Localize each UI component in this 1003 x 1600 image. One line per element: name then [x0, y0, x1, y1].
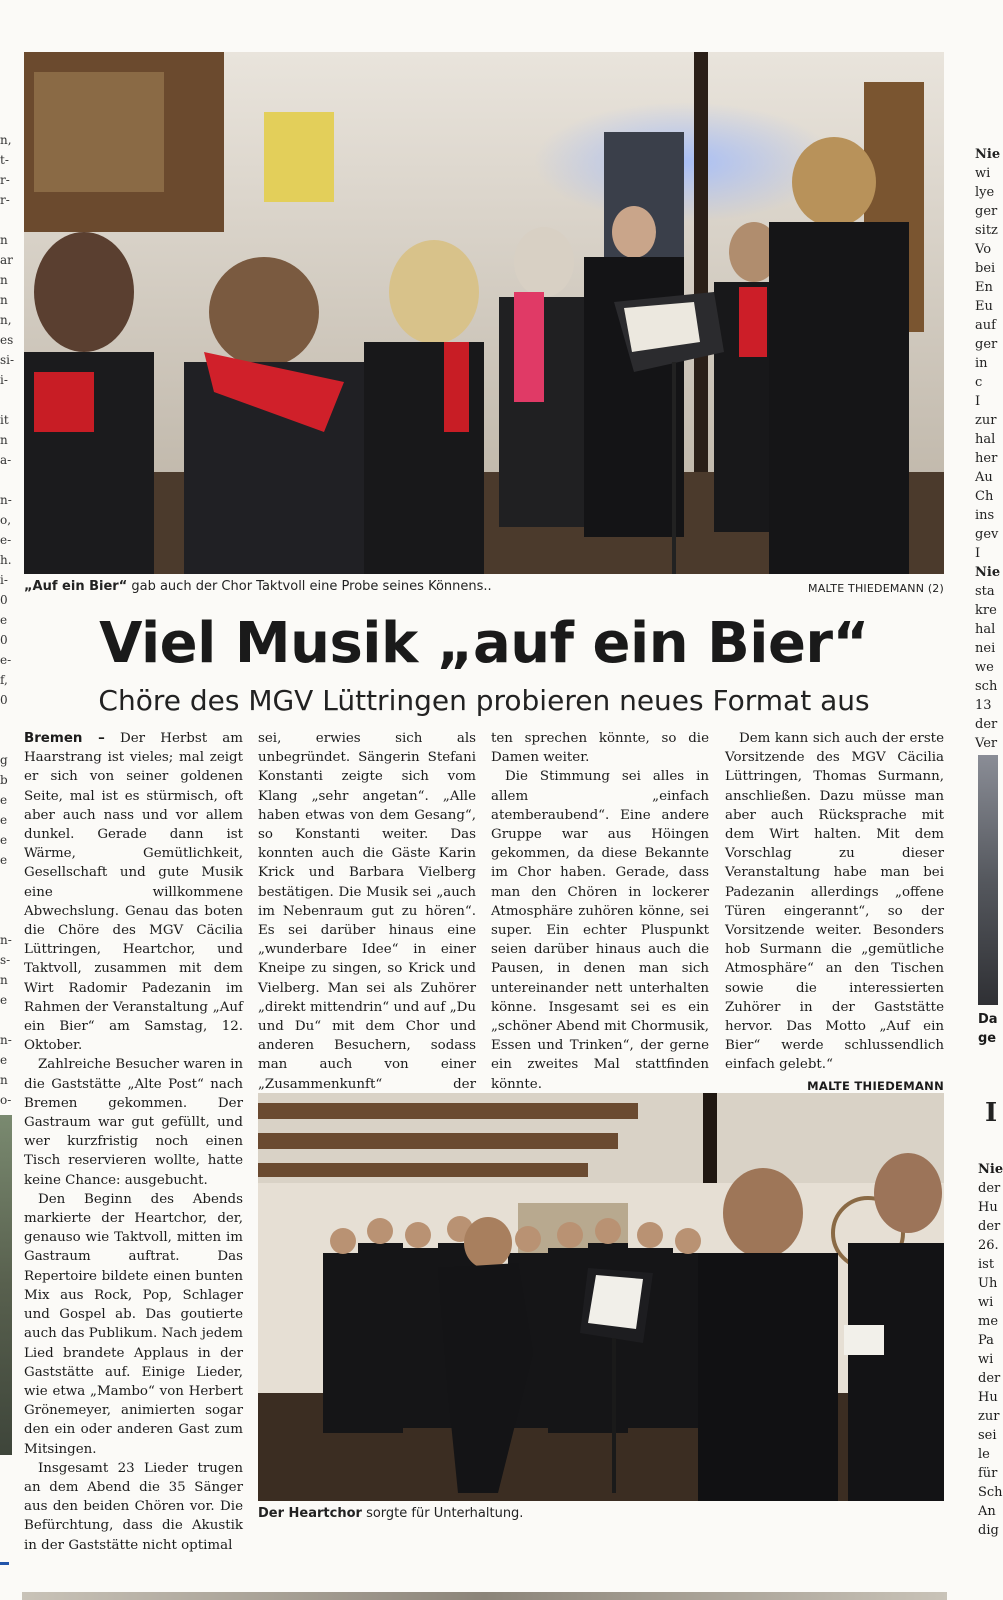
text-fragment: r-: [0, 173, 10, 187]
headline: Viel Musik „auf ein Bier“: [99, 611, 869, 676]
bottom-caption-text: sorgte für Unterhaltung.: [361, 1506, 524, 1521]
text-fragment: n: [0, 973, 8, 987]
text-fragment: n: [0, 293, 8, 307]
text-fragment: Vo: [975, 242, 992, 257]
text-fragment: Da: [978, 1012, 998, 1027]
text-fragment: 0: [0, 633, 8, 647]
text-fragment: gev: [975, 527, 999, 542]
text-fragment: e: [0, 813, 8, 827]
text-fragment: An: [978, 1504, 996, 1519]
text-fragment: Sch: [978, 1485, 1003, 1500]
bottom-photo-caption: [258, 1506, 523, 1521]
photo-credit: MALTE THIEDEMANN (2): [808, 582, 944, 595]
text-fragment: s-: [0, 953, 11, 967]
text-fragment: si-: [0, 353, 15, 367]
text-fragment: a-: [0, 453, 12, 467]
text-fragment: Uh: [978, 1276, 998, 1291]
text-fragment: n,: [0, 313, 12, 327]
text-fragment: o-: [0, 1093, 12, 1107]
text-fragment: n: [0, 1073, 8, 1087]
text-fragment: we: [975, 660, 994, 675]
text-fragment: En: [975, 280, 993, 295]
text-fragment: e: [0, 613, 8, 627]
paragraph: Insgesamt 23 Lieder trugen an dem Abend die 35 Sänger aus den beiden Chören vor. Die Befürchtung, dass die Akustik in der Gaststätte nicht optimal: [24, 1460, 243, 1553]
text-fragment: her: [975, 451, 998, 466]
text-fragment: e: [0, 833, 8, 847]
text-fragment: sch: [975, 679, 998, 694]
paragraph: [24, 729, 243, 1055]
text-fragment: t-: [0, 153, 9, 167]
text-fragment: lye: [975, 185, 995, 200]
text-fragment: der: [978, 1219, 1001, 1234]
right-adjacent-photo: [978, 755, 998, 1005]
text-fragment: nei: [975, 641, 996, 656]
dateline: Bremen –: [24, 731, 105, 746]
text-fragment: hal: [975, 432, 996, 447]
text-fragment: n-: [0, 493, 12, 507]
text-fragment: g: [0, 753, 8, 767]
text-fragment: Eu: [975, 299, 993, 314]
text-fragment: 0: [0, 593, 8, 607]
text-fragment: e-: [0, 533, 12, 547]
article-column-3: [491, 729, 709, 1094]
text-fragment: [0, 390, 12, 410]
text-fragment: e: [0, 993, 8, 1007]
text-fragment: ist: [978, 1257, 995, 1272]
text-fragment: der: [975, 717, 998, 732]
text-fragment: 0: [0, 693, 8, 707]
text-fragment: der: [978, 1181, 1001, 1196]
choir-taktvoll-photo: [24, 52, 944, 574]
text-fragment: me: [978, 1314, 999, 1329]
text-fragment: [0, 730, 12, 750]
text-fragment: es: [0, 333, 14, 347]
left-adjacent-column-fragments: [0, 130, 15, 1150]
text-fragment: Hu: [978, 1390, 998, 1405]
blue-marker: [0, 1562, 9, 1565]
article-column-1: [24, 729, 243, 1555]
text-fragment: wi: [975, 166, 991, 181]
text-fragment: Ver: [975, 736, 998, 751]
text-fragment: sei: [978, 1428, 997, 1443]
text-fragment: [0, 890, 12, 910]
text-fragment: e: [0, 793, 8, 807]
text-fragment: n: [0, 233, 8, 247]
text-fragment: hal: [975, 622, 996, 637]
text-fragment: b: [0, 773, 8, 787]
text-fragment: [0, 870, 12, 890]
paragraph: ten sprechen könnte, so die Damen weiter.: [491, 731, 709, 766]
bottom-caption-bold: Der Heartchor: [258, 1506, 362, 1521]
right-adjacent-caption: [978, 1010, 998, 1048]
text-fragment: Hu: [978, 1200, 998, 1215]
text-fragment: Nie: [975, 147, 1001, 162]
text-fragment: i-: [0, 373, 8, 387]
text-fragment: h.: [0, 553, 12, 567]
text-fragment: e: [0, 1053, 8, 1067]
text-fragment: sitz: [975, 223, 998, 238]
text-fragment: Nie: [978, 1162, 1003, 1177]
text-fragment: n: [0, 433, 8, 447]
subheadline: Chöre des MGV Lüttringen probieren neues Format aus: [98, 684, 870, 717]
text-fragment: ins: [975, 508, 995, 523]
text-fragment: it: [0, 413, 9, 427]
text-fragment: Nie: [975, 565, 1001, 580]
text-fragment: der: [978, 1371, 1001, 1386]
text-fragment: n,: [0, 133, 12, 147]
text-fragment: n: [0, 273, 8, 287]
text-fragment: [0, 710, 12, 730]
paragraph: Dem kann sich auch der erste Vorsitzende des MGV Cäcilia Lüttringen, Thomas Surmann, anschließen. Dazu müsse man aber auch Rücksprache mit dem Wirt halten. Mit dem Vorschlag zu dieser Veranstaltung habe man bei Padezanin allerdings „offene Türen eingerannt“, so der Vorsitzende weiter. Besonders hob Surmann die „gemütliche Atmosphäre“ an den Tischen sowie die interessierten Zuhörer in der Gaststätte hervor. Das Motto „Auf ein Bier“ werde schlussendlich einfach gelebt.“: [725, 731, 944, 1073]
text-fragment: ge: [978, 1031, 997, 1046]
text-fragment: [0, 910, 12, 930]
paragraph: sei, erwies sich als unbegründet. Sängerin Stefani Konstanti zeigte sich vom Klang „sehr angetan“. „Alle haben etwas von dem Gesang“, so Konstanti weiter. Das konnten auch die Gäste Karin Krick und Barbara Vielberg bestätigen. Die Musik sei „auch im Nebenraum gut zu hören“. Es sei darüber hinaus eine „wunderbare Idee“ in einer Kneipe zu singen, so Krick und Vielberg. Man sei als Zuhörer „direkt mittendrin“ und auf „Du und Du“ mit dem Chor und anderen Besuchern, sodass man auch von einer „Zusammenkunft“ der: [258, 731, 476, 1092]
right-adjacent-column-fragments: [975, 145, 1001, 753]
text-fragment: Pa: [978, 1333, 994, 1348]
text-fragment: kre: [975, 603, 997, 618]
paragraph: Zahlreiche Besucher waren in die Gaststätte „Alte Post“ nach Bremen gekommen. Der Gastraum war gut gefüllt, und wer kurzfristig noch einen Tisch reservieren wollte, hatte keine Chance: ausgebucht.: [24, 1057, 243, 1188]
text-fragment: Ch: [975, 489, 994, 504]
text-fragment: f,: [0, 673, 8, 687]
paragraph-text: Der Herbst am Haarstrang ist vieles; mal zeigt er sich von seiner goldenen Seite, mal ist es stürmisch, oft aber auch nass und vor allem dunkel. Gerade dann ist Wärme, Gemütlichkeit, Gesellschaft und gute Musik eine willkommene Abwechslung. Genau das boten die Chöre des MGV Cäcilia Lüttringen, Heartchor, und Taktvoll, zusammen mit dem Wirt Radomir Padezanin im Rahmen der Veranstaltung „Auf ein Bier“ am Samstag, 12. Oktober.: [24, 731, 243, 1054]
text-fragment: n-: [0, 1033, 12, 1047]
text-fragment: I: [975, 546, 981, 561]
text-fragment: dig: [978, 1523, 999, 1538]
text-fragment: für: [978, 1466, 998, 1481]
text-fragment: le: [978, 1447, 990, 1462]
text-fragment: [0, 1010, 12, 1030]
text-fragment: wi: [978, 1295, 994, 1310]
text-fragment: in c: [975, 356, 988, 390]
paragraph: Die Stimmung sei alles in allem „einfach atemberaubend“. Eine andere Gruppe war aus Höingen gekommen, da diese Bekannte im Chor haben. Gerade, dass man den Chören in lockerer Atmosphäre zuhören könne, sei super. Ein echter Pluspunkt seien darüber hinaus auch die Pausen, in denen man sich untereinander nett unterhalten könne. Insgesamt sei es ein „schöner Abend mit Chormusik, Essen und Trinken“, der gerne ein zweites Mal stattfinden könnte.: [491, 769, 709, 1092]
right-adjacent-headline: I: [985, 1098, 998, 1128]
text-fragment: zur: [975, 413, 997, 428]
text-fragment: sta: [975, 584, 995, 599]
right-adjacent-column-fragments-2: [978, 1160, 1003, 1540]
article-column-4: [725, 729, 944, 1096]
text-fragment: I: [975, 394, 981, 409]
text-fragment: Au: [975, 470, 993, 485]
text-fragment: auf: [975, 318, 996, 333]
text-fragment: 13: [975, 698, 992, 713]
text-fragment: 26.: [978, 1238, 999, 1253]
text-fragment: ger: [975, 204, 998, 219]
text-fragment: i-: [0, 573, 8, 587]
text-fragment: n-: [0, 933, 12, 947]
top-caption-bold: „Auf ein Bier“: [24, 579, 128, 594]
text-fragment: ger: [975, 337, 998, 352]
left-adjacent-photo: [0, 1115, 12, 1455]
text-fragment: r-: [0, 193, 10, 207]
text-fragment: [0, 210, 12, 230]
text-fragment: wi: [978, 1352, 994, 1367]
bottom-adjacent-photo-strip: [22, 1592, 947, 1600]
paragraph: Den Beginn des Abends markierte der Heartchor, der, genauso wie Taktvoll, mitten im Gastraum auftrat. Das Repertoire bildete einen bunten Mix aus Rock, Pop, Schlager und Gospel ab. Das goutierte auch das Publikum. Nach jedem Lied brandete Applaus in der Gaststätte auf. Einige Lieder, wie etwa „Mambo“ von Herbert Grönemeyer, animierten sogar den ein oder anderen Gast zum Mitsingen.: [24, 1191, 243, 1457]
text-fragment: ar: [0, 253, 13, 267]
text-fragment: zur: [978, 1409, 1000, 1424]
text-fragment: o,: [0, 513, 12, 527]
text-fragment: e-: [0, 653, 12, 667]
heartchor-photo: [258, 1093, 944, 1501]
text-fragment: e: [0, 853, 8, 867]
text-fragment: bei: [975, 261, 996, 276]
author-byline: MALTE THIEDEMANN: [807, 1078, 944, 1093]
top-caption-text: gab auch der Chor Taktvoll eine Probe seines Könnens..: [127, 579, 492, 594]
text-fragment: [0, 470, 12, 490]
article-column-2: [258, 729, 476, 1113]
